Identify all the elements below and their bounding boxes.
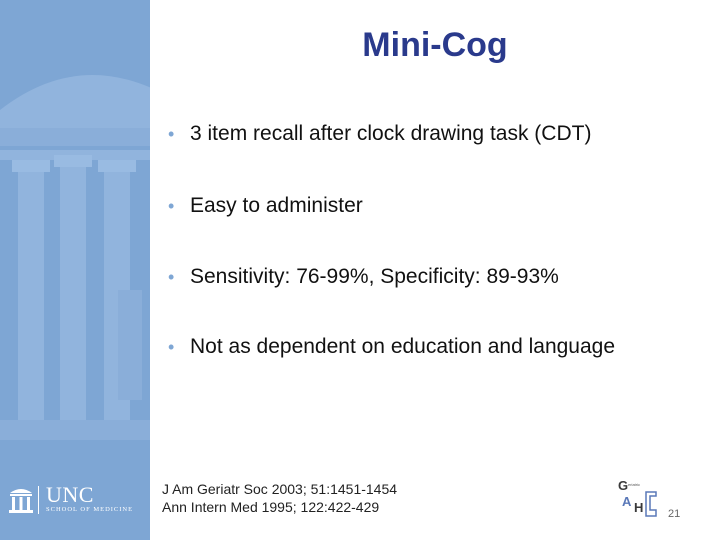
bullet-dot-icon: • <box>168 124 175 144</box>
svg-text:H: H <box>634 500 644 515</box>
reference-item: Ann Intern Med 1995; 122:422-429 <box>162 499 380 515</box>
bullet-dot-icon: • <box>168 267 175 287</box>
bullet-item <box>168 194 363 218</box>
logo-school-text: SCHOOL OF MEDICINE <box>46 506 134 513</box>
svg-text:eriatric: eriatric <box>628 482 641 487</box>
bullet-text: Not as dependent on education and language <box>190 335 616 358</box>
sidebar-banner <box>0 0 150 540</box>
bullet-text: 3 item recall after clock drawing task (CDT) <box>190 122 592 145</box>
slide-title: Mini-Cog <box>362 26 508 64</box>
bullet-dot-icon: • <box>168 196 175 216</box>
logo-divider <box>38 486 39 514</box>
bullet-text: Sensitivity: 76-99%, Specificity: 89-93% <box>190 265 559 288</box>
bullet-dot-icon: • <box>168 337 175 357</box>
page-number: 21 <box>668 508 681 520</box>
svg-text:G: G <box>618 478 629 493</box>
unc-school-of-medicine-logo <box>8 480 148 520</box>
reference-item: J Am Geriatr Soc 2003; 51:1451-1454 <box>162 481 398 497</box>
references <box>162 480 397 516</box>
geriatrics-logo-icon <box>616 476 662 522</box>
bullet-item <box>168 335 615 359</box>
logo-unc-text: UNC <box>46 482 94 507</box>
old-well-icon <box>8 484 34 514</box>
bullet-item <box>168 122 591 146</box>
old-well-watermark-icon <box>0 0 150 540</box>
bullet-text: Easy to administer <box>190 194 363 217</box>
bullet-item <box>168 265 559 289</box>
svg-text:A: A <box>622 494 632 509</box>
